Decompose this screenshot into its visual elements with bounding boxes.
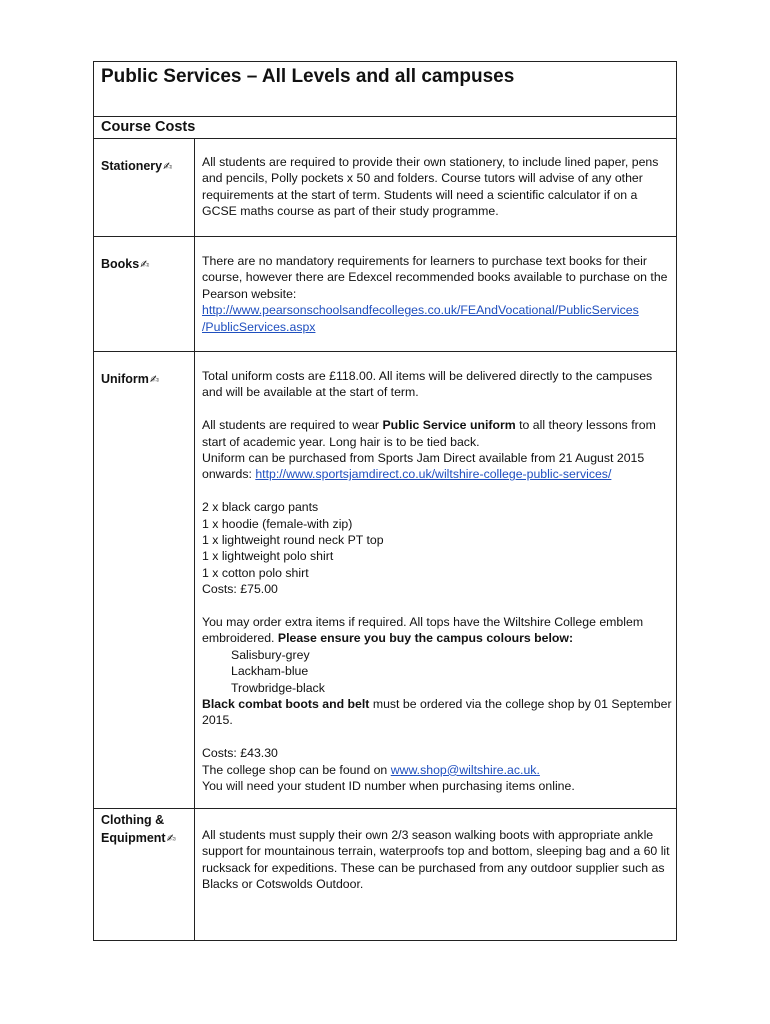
list-item: 1 x cotton polo shirt [202,565,309,580]
row-divider [94,351,676,352]
uniform-p5-bold: Black combat boots and belt [202,697,370,712]
shop-pre: The college shop can be found on [202,762,391,777]
section-heading: Course Costs [101,119,196,135]
uniform-items-list [202,499,674,597]
list-item: 2 x black cargo pants [202,500,319,515]
list-item: Lackham-blue [231,664,309,679]
stationery-text [202,154,674,220]
pearson-link-line2: /PublicServices.aspx [202,319,316,334]
column-divider [194,139,195,940]
sportsjam-link[interactable]: http://www.sportsjamdirect.co.uk/wiltshire-college-public-services/ [255,467,612,482]
stationery-label [101,157,172,176]
section-heading-row [94,117,676,139]
list-item: 1 x lightweight polo shirt [202,549,334,564]
shop-link[interactable]: www.shop@wiltshire.ac.uk. [390,762,540,777]
list-item: Trowbridge-black [231,680,325,695]
pearson-link-line1: http://www.pearsonschoolsandfecolleges.co.uk/FEAndVocational/PublicServices [202,303,639,318]
uniform-p3-pre: Uniform can be purchased from Sports Jam Direct available from 21 August 2015 onwards: [202,451,645,482]
row-divider [94,236,676,237]
list-item: Salisbury-grey [231,647,310,662]
books-text [202,253,674,335]
books-paragraph: There are no mandatory requirements for learners to purchase text books for their course, however there are Edexcel recommended books available to purchase on the Pearson website: [202,254,668,301]
shop-paragraph [202,762,674,778]
extra-items-paragraph [202,614,674,647]
boots-cost: Costs: £43.30 [202,746,278,761]
uniform-p4-bold: Please ensure you buy the campus colours below: [277,631,574,646]
uniform-label-text: Uniform [101,372,149,386]
stationery-paragraph: All students are required to provide their own stationery, to include lined paper, pens and pencils, Polly pockets x 50 and folders. Course tutors will advise of any other requirements at the start of term. Students will need a scientific calculator if on a GCSE maths course as part of their study programme. [202,155,659,219]
writing-hand-icon: ✍ [166,833,176,845]
page-title: Public Services – All Levels and all campuses [101,66,515,87]
student-id-note: You will need your student ID number when purchasing items online. [202,779,575,794]
clothing-label [101,811,176,848]
uniform-p2-pre: All students are required to wear [202,418,383,433]
books-label [101,255,149,274]
clothing-text [202,827,674,893]
title-row [94,62,676,117]
clothing-paragraph: All students must supply their own 2/3 season walking boots with appropriate ankle support for mountainous terrain, waterproofs top and bottom, sleeping bag and a 60 lit rucksack for expeditions. These can be purchased from any outdoor supplier such as Blacks or Cotswolds Outdoor. [202,828,670,892]
row-divider [94,808,676,809]
writing-hand-icon: ✍ [163,161,173,173]
stationery-label-text: Stationery [101,159,163,173]
pearson-link[interactable] [202,303,639,333]
uniform-p2-bold: Public Service uniform [382,418,516,433]
uniform-p2-post: to all theory lessons from start of academic year. Long hair is to be tied back. [202,418,656,449]
uniform-cost-paragraph: Total uniform costs are £118.00. All items will be delivered directly to the campuses and will be available at the start of term. [202,369,653,400]
uniform-requirement-paragraph [202,417,674,450]
books-label-text: Books [101,257,140,271]
document-table [93,61,677,941]
list-item: 1 x hoodie (female-with zip) [202,516,353,531]
writing-hand-icon: ✍ [140,259,150,271]
uniform-purchase-paragraph [202,450,674,483]
clothing-label-line1: Clothing & [101,813,165,827]
boots-paragraph [202,696,674,729]
list-item: Costs: £75.00 [202,582,278,597]
uniform-label [101,370,159,389]
uniform-p4-pre: You may order extra items if required. All tops have the Wiltshire College emblem embroidered. [202,615,644,646]
writing-hand-icon: ✍ [149,374,160,386]
clothing-label-line2: Equipment [101,831,166,845]
uniform-text [202,368,674,795]
list-item: 1 x lightweight round neck PT top [202,533,384,548]
campus-colours-list [202,647,674,696]
uniform-p5-post: must be ordered via the college shop by 01 September 2015. [202,697,672,728]
